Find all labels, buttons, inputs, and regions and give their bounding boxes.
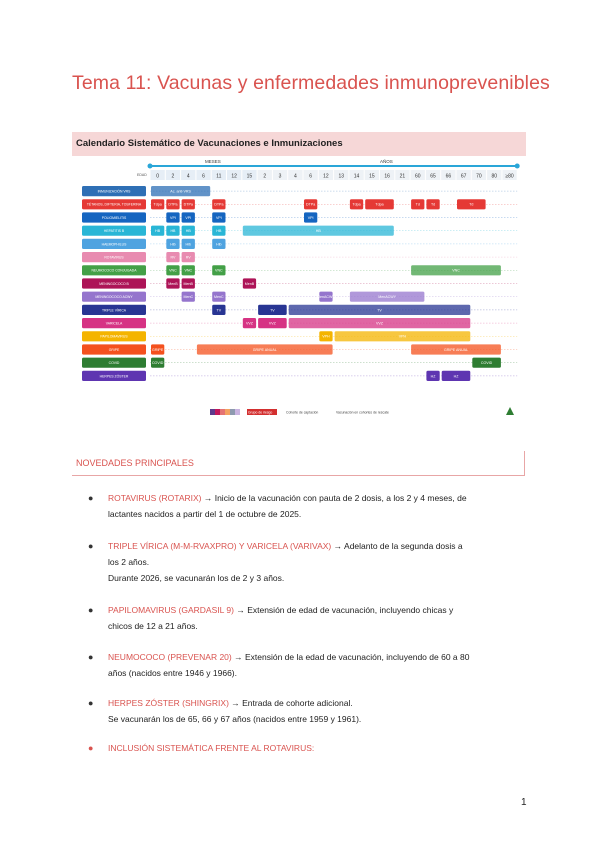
row-label: INMUNIZACIÓN VRS (97, 189, 131, 194)
legend-swatch (210, 409, 215, 415)
tick-label: 15 (246, 173, 253, 180)
bullet-icon: ● (88, 743, 94, 753)
dose-label: MenC (183, 295, 194, 300)
tick-label: ≥80 (505, 173, 514, 180)
dose-label: HB (185, 229, 191, 234)
dose-label: HB (216, 229, 222, 234)
bullet-icon: ● (88, 605, 94, 615)
bullet-icon: ● (88, 493, 94, 503)
bullet-head: PAPILOMAVIRUS (GARDASIL 9) (108, 605, 234, 615)
dose-label: VPI (170, 215, 176, 220)
section-header (72, 451, 525, 476)
dose-label: TV (216, 308, 222, 313)
bullet-head: NEUMOCOCO (PREVENAR 20) (108, 652, 232, 662)
dose-label: DTPa (183, 202, 193, 207)
edad-label: EDAD (137, 173, 147, 177)
dose-label: VNC (184, 268, 193, 273)
bullet-head: TRIPLE VÍRICA (M-M-RVAXPRO) Y VARICELA (VARIVAX) (108, 541, 332, 551)
row-label: TRIPLE VÍRICA (101, 308, 127, 313)
dose-label: GRIPE ANUAL (252, 347, 277, 352)
tick-label: 14 (353, 173, 360, 180)
dose-label: VPI (185, 215, 192, 220)
tick-label: 67 (460, 173, 467, 180)
tick-label: 3 (278, 173, 282, 180)
row-label: MENINGOCOCO B (99, 281, 129, 286)
row-label: NEUMOCOCO CONJUGADA (91, 268, 137, 273)
tick-label: 12 (231, 173, 237, 180)
dose-label: MenB (244, 281, 255, 286)
dose-label: VPI (307, 215, 314, 220)
tick-label: 11 (216, 173, 222, 180)
dose-label: RV (185, 255, 191, 260)
bullet-body: → Inicio de la vacunación con pauta de 2 dosis, a los 2 y 4 meses, de (201, 493, 467, 503)
bullet-text (108, 602, 528, 634)
section-title: NOVEDADES PRINCIPALES (76, 458, 194, 468)
bullet-icon: ● (88, 652, 94, 662)
bullet-icon: ● (88, 698, 94, 708)
bullet-body: → Extensión de edad de vacunación, incluyendo chicas y (233, 605, 454, 615)
dose-label: Td (469, 202, 474, 207)
dose-label: DTPa (306, 202, 316, 207)
dose-label: RV (170, 255, 176, 260)
tick-label: 65 (430, 173, 436, 180)
tick-label: 4 (186, 173, 190, 180)
tick-label: 13 (338, 173, 345, 180)
anos-label: AÑOS (380, 159, 393, 164)
row-label: COVID (108, 361, 120, 366)
vaccination-calendar (72, 132, 526, 420)
dose-label: VVZ (268, 321, 276, 326)
row-label: TÉTANOS, DIFTERIA, TOSFERINA (86, 202, 142, 207)
dose-label: TV (270, 308, 275, 313)
bullet-icon: ● (88, 541, 94, 551)
legend-swatch (235, 409, 240, 415)
row-label: PAPILOMAVIRUS (100, 334, 128, 339)
dose-label: MenACWY (317, 295, 335, 300)
dose-label: Hib (185, 242, 191, 247)
calendar-chart (72, 156, 526, 420)
legend-swatch (225, 409, 230, 415)
row-label: HAEMOPHILUS (101, 242, 127, 247)
dose-label: MenC (214, 295, 224, 300)
row-label: VARICELA (105, 321, 123, 326)
dose-label: HB (170, 229, 176, 234)
tick-label: 6 (309, 173, 313, 180)
bullet-head: ROTAVIRUS (ROTARIX) (108, 493, 202, 503)
page-title: Tema 11: Vacunas y enfermedades inmunoprevenibles (72, 72, 550, 94)
dose-label: VPH (398, 334, 407, 339)
dose-label: TV (377, 308, 382, 313)
row-label: MENINGOCOCO ACWY (95, 295, 133, 300)
legend-label: Cohorte de captación (286, 410, 319, 415)
dose-label: MenB (168, 281, 178, 286)
bullet-text (108, 649, 528, 681)
tick-label: 4 (293, 173, 297, 180)
bullet-text (108, 538, 528, 586)
bullet-body: → Extensión de la edad de vacunación, incluyendo de 60 a 80 (231, 652, 470, 662)
tick-label: 66 (445, 173, 452, 180)
legend-swatch (220, 409, 225, 415)
tick-label: 60 (414, 173, 421, 180)
dose-label: VNC (452, 268, 460, 273)
dose-label: Td (430, 202, 436, 207)
bullet-head: INCLUSIÓN SISTEMÁTICA FRENTE AL ROTAVIRUS: (108, 743, 315, 753)
bullet-body: → Adelanto de la segunda dosis a (331, 541, 463, 551)
dose-label: COVID (480, 361, 493, 366)
dose-label: VPI (215, 215, 222, 220)
tick-label: 70 (476, 173, 482, 180)
logo-mark (506, 407, 514, 415)
bullet-line: los 2 años. (108, 557, 150, 567)
tick-label: 2 (263, 173, 267, 180)
dose-label: MenACWY (378, 295, 397, 300)
dose-label: HB (155, 229, 161, 234)
dose-label: HZ (453, 374, 459, 379)
dose-label: DTPa (168, 202, 178, 207)
bullet-line: años (nacidos entre 1946 y 1966). (108, 668, 238, 678)
dose-label: Tdpa (153, 202, 162, 207)
row-label: HERPES ZÓSTER (99, 374, 129, 379)
legend-swatch (230, 409, 235, 415)
bullet-line: Durante 2026, se vacunarán los de 2 y 3 años. (108, 573, 285, 583)
dose-label: Ac. anti-VRS (170, 189, 191, 194)
dose-label: VVZ (245, 321, 253, 326)
meses-label: MESES (205, 159, 221, 164)
tick-label: 80 (491, 173, 498, 180)
dose-label: VPH (322, 334, 330, 339)
row-label: GRIPE (108, 347, 120, 352)
dose-label: VVZ (376, 321, 383, 326)
page-number: 1 (521, 797, 527, 808)
timeline-start (148, 164, 153, 169)
legend-swatch (215, 409, 220, 415)
dose-label: Hib (216, 242, 222, 247)
dose-label: HZ (430, 374, 436, 379)
dose-label: Hib (170, 242, 176, 247)
dose-label: GRIPE (152, 347, 164, 352)
bullet-line: lactantes nacidos a partir del 1 de octubre de 2025. (108, 509, 302, 519)
row-label: POLIOMIELITIS (101, 215, 127, 220)
bullet-text (108, 695, 528, 727)
dose-label: DTPa (214, 202, 224, 207)
bullet-line: chicos de 12 a 21 años. (108, 621, 198, 631)
tick-label: 16 (384, 173, 390, 180)
timeline-end (515, 164, 520, 169)
calendar-title: Calendario Sistemático de Vacunaciones e Inmunizaciones (76, 138, 343, 149)
tick-label: 2 (171, 173, 175, 180)
bullet-head: HERPES ZÓSTER (SHINGRIX) (108, 698, 229, 708)
tick-label: 12 (323, 173, 329, 180)
row-label: HEPATITIS B (103, 229, 125, 234)
dose-label: HB (315, 229, 321, 234)
legend-label: Vacunación en cohortes de rescate (336, 410, 389, 415)
bullet-text (108, 740, 528, 756)
dose-label: Td (415, 202, 420, 207)
row-label: ROTAVIRUS (104, 255, 124, 260)
tick-label: 0 (156, 173, 160, 180)
calendar-header (72, 132, 526, 156)
tick-label: 21 (399, 173, 406, 180)
dose-label: COVID (151, 361, 164, 366)
dose-label: GRIPE ANUAL (444, 347, 468, 352)
bullet-body: → Entrada de cohorte adicional. (228, 698, 353, 708)
dose-label: Tdpa (375, 202, 384, 207)
bullet-text (108, 490, 528, 522)
bullet-line: Se vacunarán los de 65, 66 y 67 años (nacidos entre 1959 y 1961). (108, 714, 362, 724)
dose-label: Tdpa (352, 202, 361, 207)
tick-label: 15 (369, 173, 375, 180)
tick-label: 6 (202, 173, 205, 180)
dose-label: VNC (215, 268, 223, 273)
dose-label: VNC (169, 268, 177, 273)
legend-label: Grupo de riesgo (248, 410, 273, 415)
dose-label: MenB (183, 281, 193, 286)
